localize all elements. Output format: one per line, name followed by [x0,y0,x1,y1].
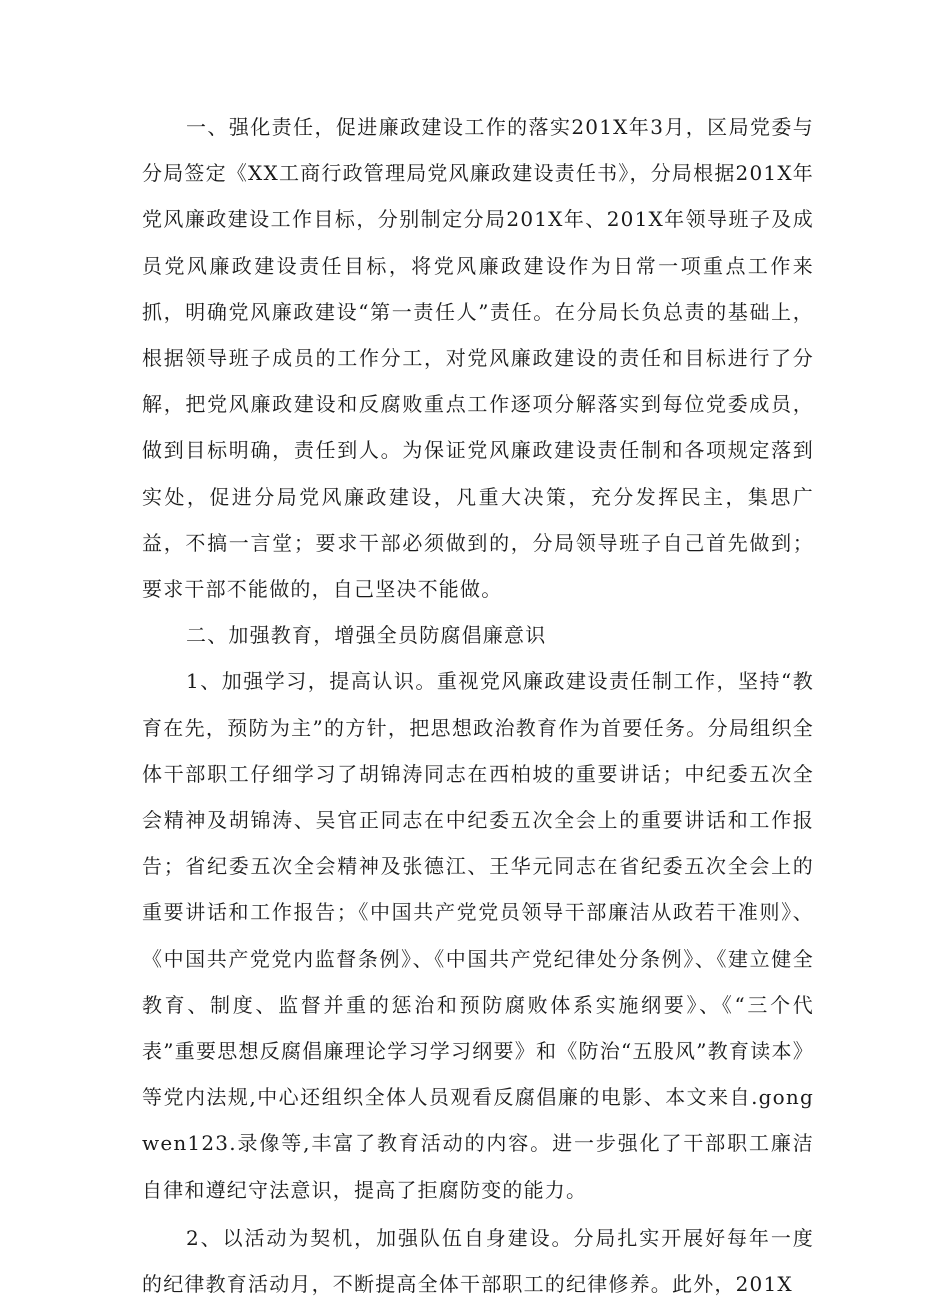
paragraph-study: 1、加强学习，提高认识。重视党风廉政建设责任制工作，坚持“教育在先，预防为主”的方针，把思想政治教育作为首要任务。分局组织全体干部职工仔细学习了胡锦涛同志在西柏坡的重要讲话；中纪委五次全会精神及胡锦涛、吴官正同志在中纪委五次全会上的重要讲话和工作报告；省纪委五次全会精神及张德江、王华元同志在省纪委五次全会上的重要讲话和工作报告；《中国共产党党员领导干部廉洁从政若干准则》、《中国共产党党内监督条例》、《中国共产党纪律处分条例》、《建立健全教育、制度、监督并重的惩治和预防腐败体系实施纲要》、《“三个代表”重要思想反腐倡廉理论学习学习纲要》和《防治“五股风”教育读本》等党内法规,中心还组织全体人员观看反腐倡廉的电影、本文来自.gongwen123.录像等,丰富了教育活动的内容。进一步强化了干部职工廉洁自律和遵纪守法意识，提高了拒腐防变的能力。 [142,669,814,1202]
paragraph-education-heading: 二、加强教育，增强全员防腐倡廉意识 [186,623,547,648]
paragraph-activity: 2、以活动为契机，加强队伍自身建设。分局扎实开展好每年一度的纪律教育活动月，不断提高全体干部职工的纪律修养。此外，201X [142,1225,814,1297]
paragraph-responsibility: 一、强化责任，促进廉政建设工作的落实201X年3月，区局党委与分局签定《XX工商行政管理局党风廉政建设责任书》，分局根据201X年党风廉政建设工作目标，分别制定分局201X年、201X年领导班子及成员党风廉政建设责任目标，将党风廉政建设作为日常一项重点工作来抓，明确党风廉政建设“第一责任人”责任。在分局长负总责的基础上，根据领导班子成员的工作分工，对党风廉政建设的责任和目标进行了分解，把党风廉政建设和反腐败重点工作逐项分解落实到每位党委成员，做到目标明确，责任到人。为保证党风廉政建设责任制和各项规定落到实处，促进分局党风廉政建设，凡重大决策，充分发挥民主，集思广益，不搞一言堂；要求干部必须做到的，分局领导班子自己首先做到；要求干部不能做的，自己坚决不能做。 [142,115,814,602]
document-body [142,104,814,1307]
